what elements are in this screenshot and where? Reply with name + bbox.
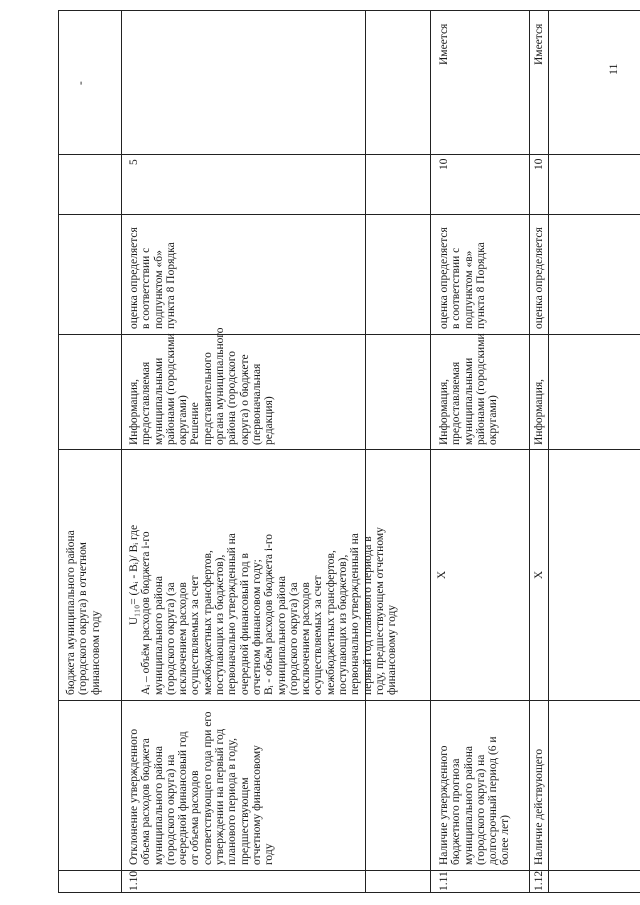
- text-line: бюджетного прогноза: [450, 758, 463, 865]
- text-line: муниципальными: [152, 357, 165, 445]
- text-line: исключением расходов: [300, 582, 313, 695]
- table-border-line: [58, 870, 640, 871]
- data-source: [438, 333, 499, 445]
- table-border-line: [58, 154, 640, 155]
- text-line: финансовом году: [89, 610, 102, 695]
- text-line: бюджета муниципального района: [65, 530, 77, 695]
- data-source: Информация,: [533, 378, 545, 445]
- text-line: от объема расходов: [189, 770, 202, 865]
- status-value: Имеется: [533, 23, 545, 65]
- text-line: (городского округа) (за: [164, 582, 177, 695]
- text-line: соответствующего года при его: [201, 711, 214, 865]
- cell-text: [65, 530, 102, 695]
- text-line: пункта 8 Порядка: [474, 242, 487, 329]
- page-number: 11: [606, 63, 620, 75]
- text-line: представительного: [201, 352, 214, 445]
- text-line: оценка определяется: [128, 227, 140, 329]
- score-value: 10: [438, 158, 450, 170]
- text-line: районами (городскими: [164, 333, 177, 445]
- x-mark: X: [436, 570, 448, 580]
- text-line: планового периода в году,: [226, 738, 239, 865]
- text-line: году, предшествующем отчетному: [373, 527, 386, 695]
- text-line: очередной финансовый год: [177, 731, 190, 865]
- text-line: долгосрочный период (6 и: [487, 736, 500, 865]
- indicator-name: Наличие действующего: [533, 748, 545, 865]
- text-line: первоначально утвержденный на: [349, 533, 362, 695]
- text-line: финансовому году: [386, 604, 399, 695]
- text-line: в соответствии с: [450, 247, 463, 329]
- evaluation-rule: [128, 227, 177, 329]
- text-line: предоставляемая: [140, 361, 153, 445]
- table-border-line: [58, 214, 640, 215]
- text-line: более лет): [499, 815, 512, 865]
- text-line: муниципальными: [462, 357, 475, 445]
- table-border-line: [58, 449, 640, 450]
- text-line: первоначально утвержденный на: [226, 533, 239, 695]
- text-line: отчетном финансовом году;: [250, 559, 263, 695]
- dash-mark: -: [75, 81, 87, 85]
- text-line: (первоначальная: [250, 363, 263, 445]
- text-line: (городского округа) на: [164, 754, 177, 865]
- table-border-line: [548, 10, 549, 893]
- text-line: районами (городскими: [474, 333, 487, 445]
- table-border-line: [430, 10, 431, 893]
- text-line: Решение: [189, 402, 202, 445]
- text-line: в соответствии с: [140, 247, 153, 329]
- row-number: 1.12: [533, 870, 545, 891]
- text-line: объема расходов бюджета: [140, 738, 153, 865]
- evaluation-rule: [438, 227, 487, 329]
- text-line: подпунктом «б»: [152, 250, 165, 329]
- text-line: Наличие утвержденного: [438, 745, 450, 865]
- text-line: района (городского: [226, 351, 239, 445]
- text-line: редакция): [263, 396, 276, 445]
- row-number: 1.11: [438, 871, 450, 891]
- calculation-method: [128, 455, 399, 695]
- score-value: 10: [533, 158, 545, 170]
- table-border-line: [58, 10, 640, 11]
- score-value: 5: [128, 159, 140, 165]
- text-line: подпунктом «в»: [462, 250, 475, 329]
- text-line: Bᵢ - объём расходов бюджета i-го: [263, 533, 276, 695]
- text-line: муниципального района: [152, 746, 165, 865]
- data-source: [128, 327, 276, 445]
- table-border-line: [58, 700, 640, 701]
- text-line: Отклонение утвержденного: [128, 728, 140, 865]
- text-line: муниципального района: [462, 746, 475, 865]
- text-line: исключением расходов: [177, 582, 190, 695]
- text-line: предоставляемая: [450, 361, 463, 445]
- text-line: (городского округа) на: [474, 754, 487, 865]
- text-line: осуществляемых за счет: [312, 575, 325, 695]
- text-line: (городского округа) (за: [287, 582, 300, 695]
- table-border-line: [58, 10, 59, 893]
- text-line: первый год планового периода в: [361, 536, 374, 695]
- text-line: округами): [177, 395, 190, 445]
- text-line: предшествующем: [238, 777, 251, 865]
- text-line: очередной финансовый год в: [238, 553, 251, 695]
- table-border-line: [365, 10, 366, 893]
- text-line: году: [263, 843, 276, 865]
- text-line: Информация,: [128, 378, 140, 445]
- text-line: утверждении на первый год: [214, 728, 227, 865]
- table-border-line: [58, 892, 640, 893]
- text-line: Aᵢ – объём расходов бюджета i-го: [140, 531, 153, 695]
- text-line: поступающих из бюджетов),: [214, 554, 227, 695]
- text-line: поступающих из бюджетов),: [337, 554, 350, 695]
- text-line: осуществляемых за счет: [189, 575, 202, 695]
- text-line: (городского округа) в отчетном: [77, 542, 90, 695]
- text-line: муниципального района: [152, 576, 165, 695]
- text-line: муниципального района: [275, 576, 288, 695]
- evaluation-rule: оценка определяется: [533, 227, 545, 329]
- text-line: органа муниципального: [214, 327, 227, 445]
- table-border-line: [121, 10, 122, 893]
- formula: U₁₁₀= (Aᵢ - Bᵢ)/ Bᵢ где: [128, 524, 140, 626]
- text-line: округами): [487, 395, 500, 445]
- table-border-line: [529, 10, 530, 893]
- text-line: оценка определяется: [438, 227, 450, 329]
- text-line: округа) о бюджете: [238, 354, 251, 445]
- text-line: Информация,: [438, 378, 450, 445]
- status-value: Имеется: [438, 23, 450, 65]
- row-number: 1.10: [128, 870, 140, 891]
- text-line: пункта 8 Порядка: [164, 242, 177, 329]
- text-line: отчетному финансовому: [250, 745, 263, 865]
- text-line: межбюджетных трансфертов,: [324, 550, 337, 695]
- x-mark: X: [533, 570, 545, 580]
- text-line: межбюджетных трансфертов,: [201, 550, 214, 695]
- indicator-name: [438, 736, 512, 865]
- indicator-name: [128, 711, 276, 865]
